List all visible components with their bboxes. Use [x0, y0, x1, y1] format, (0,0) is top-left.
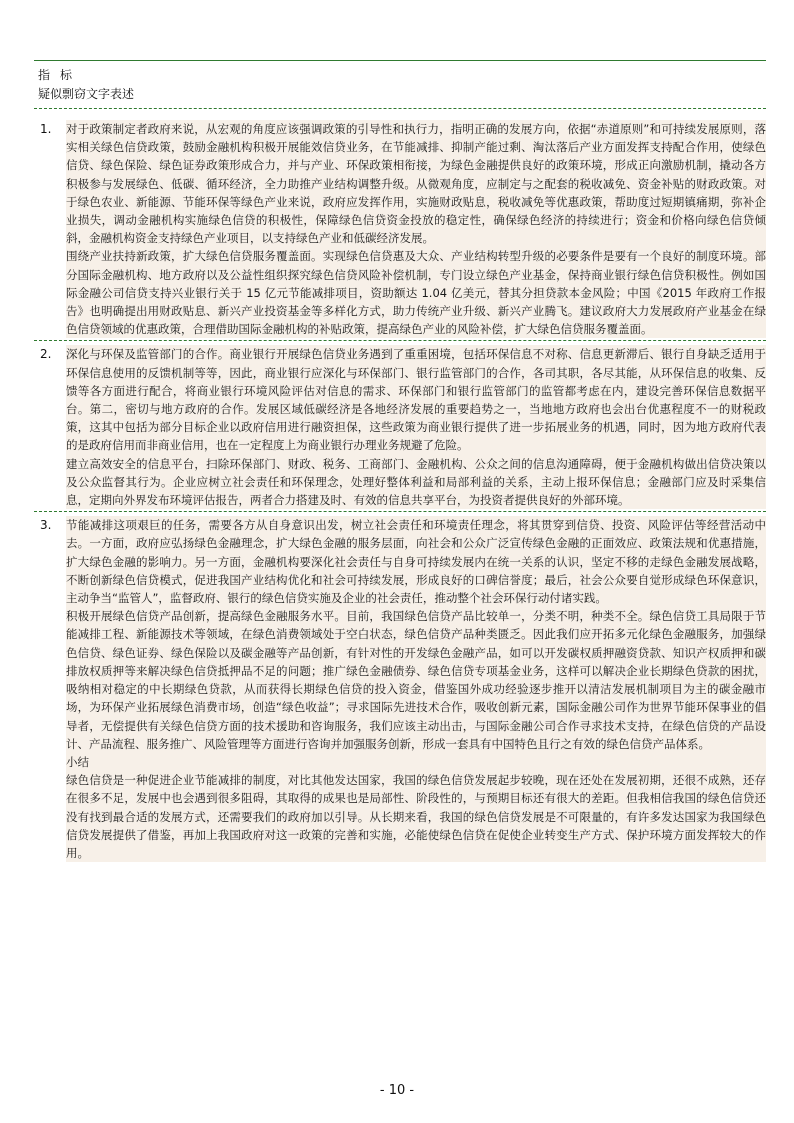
- suspected-plagiarism-title: 疑似剽窃文字表述: [38, 87, 135, 101]
- item-paragraph: 节能减排这项艰巨的任务，需要各方从自身意识出发，树立社会责任和环境责任理念，将其贯穿到信贷、投资、风险评估等经营活动中去。一方面，政府应弘扬绿色金融理念，扩大绿色金融的服务层面，向社会和公众广泛宣传绿色金融的正面效应、政策法规和优惠措施，扩大绿色金融的影响力。另一方面，金融机构要深化社会责任与自身可持续发展内在统一关系的认识，坚定不移的走绿色金融发展战略，不断创新绿色信贷模式，促进我国产业结构优化和社会可持续发展，形成良好的口碑信誉度；最后，社会公众要自觉形成绿色环保意识，主动争当“监管人”，监督政府、银行的绿色信贷实施及企业的社会责任，推动整个社会环保行动付诸实践。: [66, 516, 766, 607]
- list-item-1: [34, 120, 766, 341]
- item-number: 1.: [40, 122, 52, 136]
- indicator-label: 指标: [38, 68, 83, 82]
- list-item-3: [34, 516, 766, 862]
- item-paragraph: 对于政策制定者政府来说，从宏观的角度应该强调政策的引导性和执行力，指明正确的发展方向，依据“赤道原则”和可持续发展原则，落实相关绿色信贷政策，鼓励金融机构积极开展能效信贷业务，在节能减排、抑制产能过剩、淘汰落后产业方面发挥支持配合作用，使绿色信贷、绿色保险、绿色证券政策形成合力，并与产业、环保政策相衔接，为绿色金融提供良好的政策环境，形成正向激励机制，撬动各方积极参与发展绿色、低碳、循环经济，全力助推产业结构调整升级。从微观角度，应制定与之配套的税收减免、资金补贴的财政政策。对于绿色农业、新能源、节能环保等绿色产业来说，政府应发挥作用，实施财政贴息，税收减免等优惠政策，帮助度过短期镇痛期，弥补企业损失，调动金融机构实施绿色信贷的积极性，保障绿色信贷资金投放的稳定性，确保绿色经济的持续进行；资金和价格向绿色信贷倾斜，金融机构资金支持绿色产业项目，以支持绿色产业和低碳经济发展。: [66, 120, 766, 247]
- item-paragraph: 深化与环保及监管部门的合作。商业银行开展绿色信贷业务遇到了重重困境，包括环保信息不对称、信息更新滞后、银行自身缺乏适用于环保信息使用的反馈机制等等，因此，商业银行应深化与环保部门、银行监管部门的合作，各司其职，各尽其能，从环保信息的收集、反馈等各方面进行配合，将商业银行环境风险评估对信息的需求、环保部门和银行监管部门的监管都考虑在内，建设完善环保信息数据平台。第二，密切与地方政府的合作。发展区域低碳经济是各地经济发展的重要趋势之一，当地地方政府也会出台优惠程度不一的财税政策，这其中包括为部分目标企业以政府信用进行融资担保，这些政策为商业银行提供了进一步拓展业务的机遇，同时，因为地方政府代表的是政府信用而非商业信用，也在一定程度上为商业银行办理业务规避了危险。: [66, 345, 766, 454]
- item-paragraph: 绿色信贷是一种促进企业节能减排的制度，对比其他发达国家，我国的绿色信贷发展起步较晚，现在还处在发展初期，还很不成熟，还存在很多不足，发展中也会遇到很多阻碍，其取得的成果也是局部性、阶段性的，与预期目标还有很大的差距。但我相信我国的绿色信贷还没有找到最合适的发展方式，还需要我们的政府加以引导。从长期来看，我国的绿色信贷发展是不可限量的，有许多发达国家为我国绿色信贷发展提供了借鉴，再加上我国政府对这一政策的完善和实施，必能使绿色信贷在促使企业转变生产方式、保护环境方面发挥较大的作用。: [66, 771, 766, 862]
- header-top-rule: [34, 60, 766, 61]
- header-dashed-rule: [34, 108, 766, 109]
- item-paragraph: 围绕产业扶持新政策，扩大绿色信贷服务覆盖面。实现绿色信贷惠及大众、产业结构转型升级的必要条件是要有一个良好的制度环境。部分国际金融机构、地方政府以及公益性组织探究绿色信贷风险补偿机制，专门设立绿色产业基金，保持商业银行绿色信贷积极性。例如国际金融公司信贷支持兴业银行关于 15 亿元节能减排项目，资助额达 1.04 亿美元，替其分担贷款本金风险；中国《2015 年政府工作报告》也明确提出用财政贴息、新兴产业投资基金等多样化方式，助力传统产业升级、新兴产业腾飞。建议政府大力发展政府产业基金在绿色信贷领域的优惠政策，合理借助国际金融机构的补贴政策，提高绿色产业的风险补偿，扩大绿色信贷服务覆盖面。: [66, 247, 766, 338]
- page-number: - 10 -: [379, 1083, 415, 1098]
- plagiarism-list: [34, 120, 766, 862]
- item-number: 3.: [40, 518, 52, 533]
- item-paragraph: 积极开展绿色信贷产品创新，提高绿色金融服务水平。目前，我国绿色信贷产品比较单一，分类不明，种类不全。绿色信贷工具局限于节能减排工程、新能源技术等领域，在绿色消费领域处于空白状态，绿色信贷产品种类匮乏。因此我们应开拓多元化绿色金融服务，加强绿色信贷、绿色证券、绿色保险以及碳金融等产品创新，有针对性的开发绿色金融产品，如可以开发碳权质押融资贷款、知识产权质押和碳排放权质押等来解决绿色信贷抵押品不足的问题；推广绿色金融债券、绿色信贷专项基金业务，这样可以解决企业长期绿色贷款的困扰，吸纳相对稳定的中长期绿色贷款，从而获得长期绿色信贷的投入资金，借鉴国外成功经验逐步推开以清洁发展机制项目为主的碳金融市场，为环保产业拓展绿色消费市场，创造“绿色收益”；寻求国际先进技术合作，吸收创新元素，国际金融公司作为世界节能环保事业的倡导者，无偿提供有关绿色信贷方面的技术援助和咨询服务，我们应该主动出击，与国际金融公司合作寻求技术支持，在绿色信贷的产品设计、产品流程、服务推广、风险管理等方面进行咨询并加强服务创新，形成一套具有中国特色且行之有效的绿色信贷产品体系。: [66, 607, 766, 753]
- item-paragraph: 建立高效安全的信息平台，扫除环保部门、财政、税务、工商部门、金融机构、公众之间的信息沟通障碍，便于金融机构做出信贷决策以及公众监督其行为。企业应树立社会责任和环保理念，处理好整体利益和局部利益的关系，主动上报环保信息；金融部门应及时采集信息，定期向外界发布环境评估报告，两者合力搭建及时、有效的信息共享平台，为投资者提供良好的外部环境。: [66, 455, 766, 510]
- summary-heading: 小结: [66, 753, 766, 771]
- item-number: 2.: [40, 347, 52, 362]
- list-item-2: [34, 345, 766, 512]
- item-separator: [34, 340, 766, 341]
- item-separator: [34, 511, 766, 512]
